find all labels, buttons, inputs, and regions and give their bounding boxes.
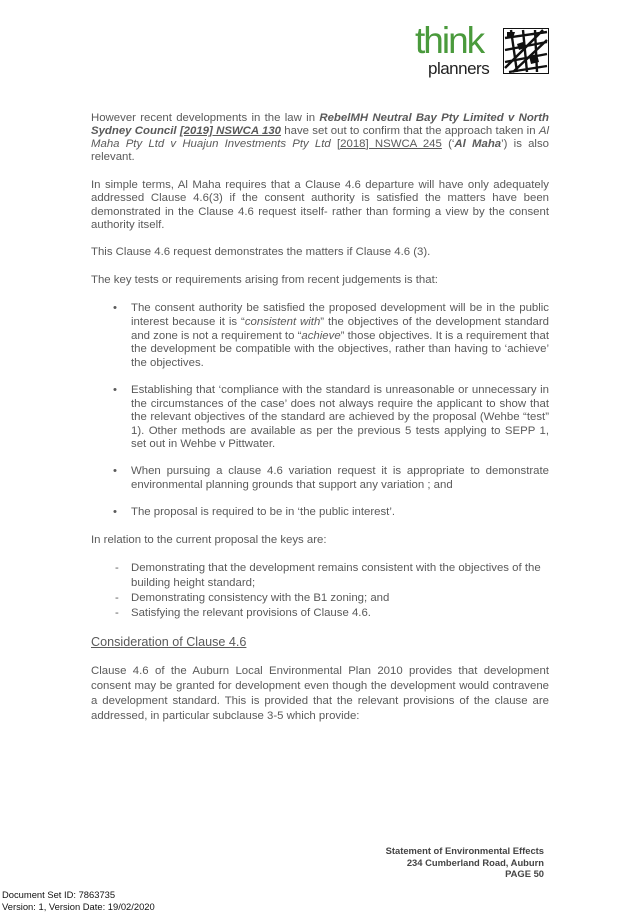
logo-think-text: think (415, 20, 484, 61)
page-number: PAGE 50 (505, 868, 544, 880)
paragraph-al-maha: In simple terms, Al Maha requires that a Clause 4.6 departure will have only adequately addressed Clause 4.6(3) if the consent authority is satisfied the matters have been demonstrated in the Clause 4.6 request itself- rather than forming a view by the consent authority itself. (91, 179, 549, 232)
document-set-id: Document Set ID: 7863735 (2, 889, 116, 900)
document-version: Version: 1, Version Date: 19/02/2020 (2, 900, 155, 912)
citation-link-2018[interactable]: [2018] NSWCA 245 (336, 138, 442, 150)
paragraph-keys: In relation to the current proposal the keys are: (91, 533, 327, 546)
footer-title: Statement of Environmental Effects (385, 845, 544, 856)
logo-map-icon (503, 28, 549, 74)
logo-planners-text: planners (428, 59, 490, 78)
citation-link-2019[interactable]: [2019] NSWCA 130 (179, 125, 281, 137)
document-id-stamp (2, 889, 155, 912)
paragraph-key-tests: The key tests or requirements arising from recent judgements is that: (91, 274, 438, 287)
document-body (91, 112, 549, 724)
page-footer (386, 845, 544, 880)
list-item: • The proposal is required to be in ‘the public interest’. (91, 506, 549, 519)
paragraph-request: This Clause 4.6 request demonstrates the matters if Clause 4.6 (3). (91, 245, 431, 258)
list-item: • When pursuing a clause 4.6 variation request it is appropriate to demonstrate environmental planning grounds that support any variation ; and (91, 465, 549, 492)
list-item: - Satisfying the relevant provisions of Clause 4.6. (91, 606, 549, 621)
paragraph-case-law: However recent developments in the law in RebelMH Neutral Bay Pty Limited v North Sydney Council [2019] NSWCA 130 have set out to confirm that the approach taken in Al Maha Pty Ltd v Huajun Investments Pty Ltd [2018] NSWCA 245 (‘Al Maha’) is also relevant. (91, 112, 549, 163)
think-planners-logo (413, 20, 553, 80)
list-item: • Establishing that ‘compliance with the standard is unreasonable or unnecessary in the circumstances of the case’ does not always require the applicant to show that the relevant objectives of the standard are achieved by the proposal (Wehbe “test” 1). Other methods are available as per the previous 5 tests applying to SEPP 1, set out in Wehbe v Pittwater. (91, 384, 549, 451)
footer-address: 234 Cumberland Road, Auburn (406, 856, 544, 868)
list-item: - Demonstrating that the development remains consistent with the objectives of the building height standard; (91, 561, 549, 591)
section-heading: Consideration of Clause 4.6 (91, 635, 247, 650)
case-al-maha: Al Maha Pty Ltd v Huajun Investments Pty Ltd (91, 125, 549, 150)
list-item: • The consent authority be satisfied the proposed development will be in the public interest because it is “consistent with” the objectives of the development standard and zone is not a requirement to “achieve” those objectives. It is a requirement that the development be compatible with the objectives, rather than having to ‘achieve’ the objectives. (91, 302, 549, 370)
case-rebelmh: RebelMH Neutral Bay Pty Limited v North Sydney Council (91, 112, 549, 137)
list-item: - Demonstrating consistency with the B1 zoning; and (91, 591, 549, 606)
paragraph-clause-4-6: Clause 4.6 of the Auburn Local Environmental Plan 2010 provides that development consent may be granted for development even though the development would contravene a development standard. This is provided that the relevant provisions of the clause are addressed, in particular subclause 3-5 which provide: (91, 665, 549, 723)
